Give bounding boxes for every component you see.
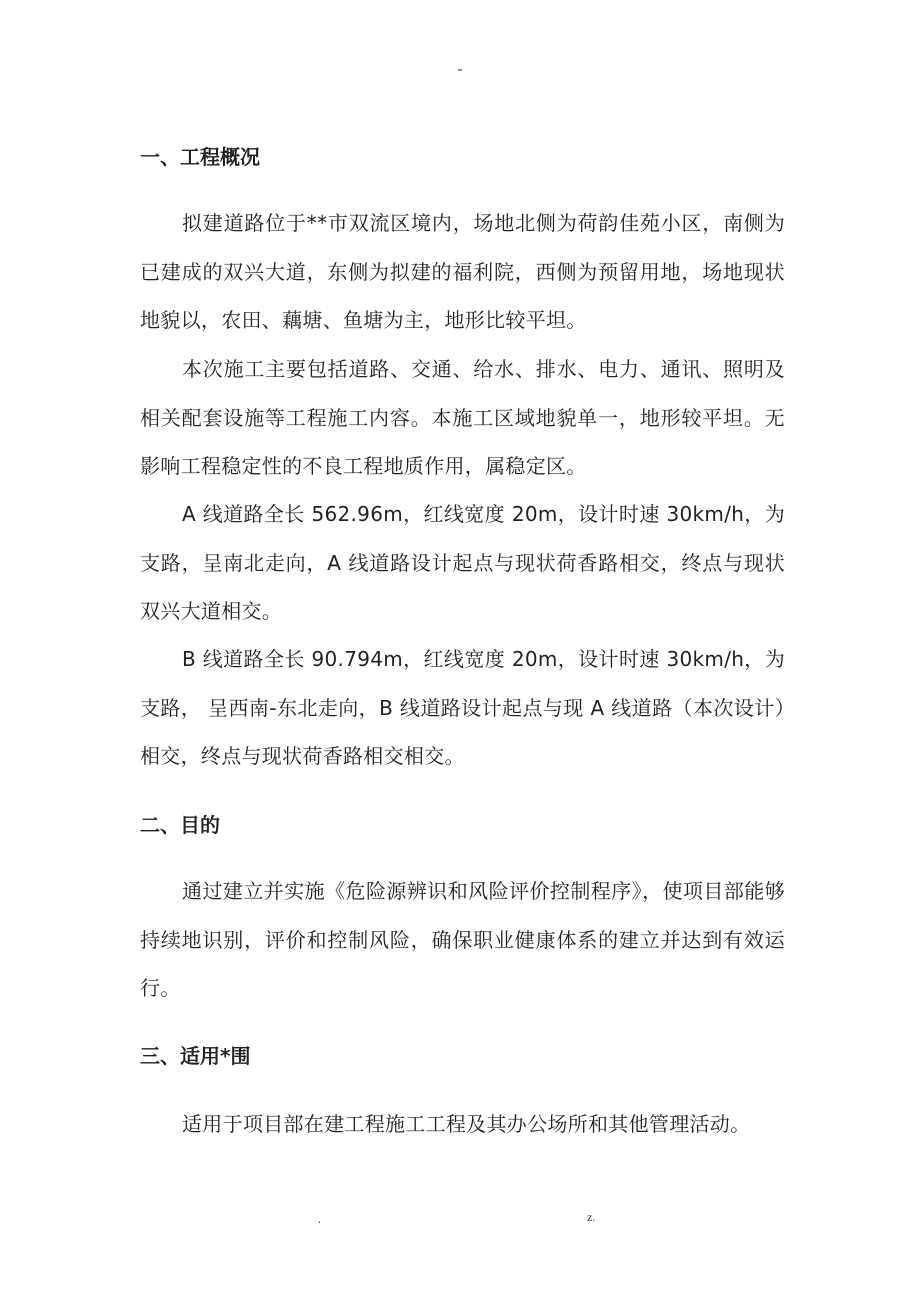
- page-footer-left: .: [318, 1212, 321, 1226]
- paragraph-construction-scope: 本次施工主要包括道路、交通、给水、排水、电力、通讯、照明及相关配套设施等工程施工内容。本施工区域地貌单一，地形较平坦。无影响工程稳定性的不良工程地质作用，属稳定区。: [140, 357, 785, 478]
- paragraph-road-a: A 线道路全长 562.96m，红线宽度 20m，设计时速 30km/h，为支路，呈南北走向，A 线道路设计起点与现状荷香路相交，终点与现状双兴大道相交。: [140, 502, 785, 623]
- page-header-mark: -: [457, 62, 463, 78]
- paragraph-scope: 适用于项目部在建工程施工工程及其办公场所和其他管理活动。: [182, 1112, 751, 1136]
- paragraph-purpose: 通过建立并实施《危险源辨识和风险评价控制程序》，使项目部能够持续地识别，评价和控制风险，确保职业健康体系的建立并达到有效运行。: [140, 879, 785, 1000]
- page-footer-right: z.: [587, 1210, 596, 1224]
- section-heading-overview: 一、工程概况: [140, 145, 260, 169]
- paragraph-site-location: 拟建道路位于**市双流区境内，场地北侧为荷韵佳苑小区，南侧为已建成的双兴大道，东侧为拟建的福利院，西侧为预留用地，场地现状地貌以，农田、藕塘、鱼塘为主，地形比较平坦。: [140, 211, 785, 332]
- section-heading-scope: 三、适用*围: [140, 1044, 251, 1068]
- section-heading-purpose: 二、目的: [140, 813, 220, 837]
- paragraph-road-b: B 线道路全长 90.794m，红线宽度 20m，设计时速 30km/h，为支路， 呈西南-东北走向，B 线道路设计起点与现 A 线道路（本次设计）相交，终点与现状荷香路相交相交。: [140, 647, 785, 768]
